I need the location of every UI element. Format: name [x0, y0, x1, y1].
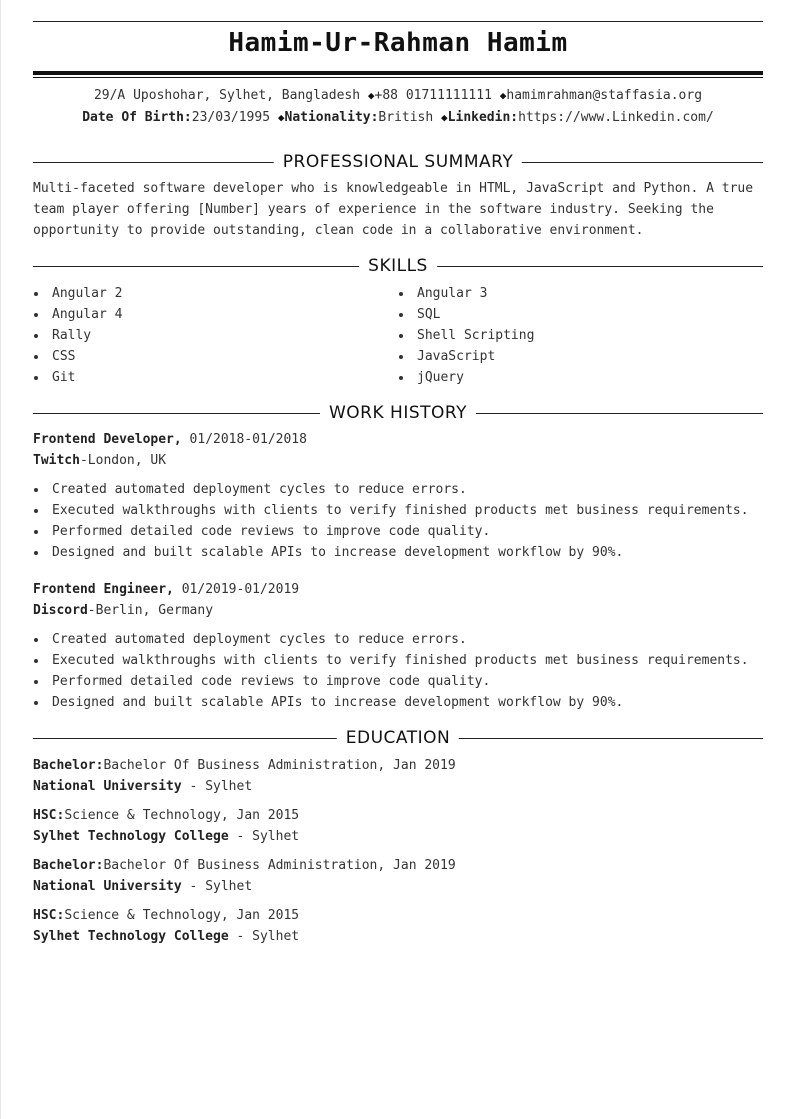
degree-label: Bachelor:	[33, 858, 104, 873]
edu-school-line	[33, 876, 252, 897]
job-title-line	[33, 579, 299, 600]
skill-item: Shell Scripting	[398, 325, 534, 346]
section-title: EDUCATION	[337, 728, 459, 748]
degree-value: Bachelor Of Business Administration, Jan 2019	[103, 858, 456, 873]
edu-school-line	[33, 926, 299, 947]
phone: +88 01711111111	[374, 88, 492, 103]
edu-degree-line	[33, 755, 456, 776]
job-location: -Berlin, Germany	[87, 603, 214, 618]
school-name: Sylhet Technology College	[33, 829, 229, 844]
school-name: National University	[33, 879, 182, 894]
school-location: - Sylhet	[189, 779, 253, 794]
summary-line: opportunity to provide outstanding, clean code in a collaborative environment.	[33, 223, 644, 238]
top-rule	[33, 21, 763, 22]
degree-value: Science & Technology, Jan 2015	[64, 808, 300, 823]
skills-list-left	[33, 283, 122, 388]
job-bullet: Created automated deployment cycles to reduce errors.	[33, 479, 749, 500]
school-name: Sylhet Technology College	[33, 929, 229, 944]
nationality-value: British	[378, 110, 434, 125]
job-company-line	[33, 600, 213, 621]
job-bullet: Performed detailed code reviews to improve code quality.	[33, 521, 749, 542]
summary-line: team player offering [Number] years of experience in the software industry. Seeking the	[33, 202, 714, 217]
job-company: Discord	[33, 603, 88, 618]
degree-value: Science & Technology, Jan 2015	[64, 908, 300, 923]
edu-degree-line	[33, 905, 299, 926]
job-role: Frontend Engineer,	[33, 582, 174, 597]
edu-school-line	[33, 826, 299, 847]
email: hamimrahman@staffasia.org	[506, 88, 703, 103]
skills-heading	[33, 256, 763, 276]
job-dates: 01/2019-01/2019	[181, 582, 300, 597]
degree-label: Bachelor:	[33, 758, 104, 773]
job-bullet: Designed and built scalable APIs to increase development workflow by 90%.	[33, 542, 749, 563]
linkedin-label: Linkedin:	[447, 110, 519, 125]
job-location: -London, UK	[79, 453, 167, 468]
section-title: WORK HISTORY	[320, 403, 476, 423]
summary-heading	[33, 152, 763, 172]
personal-info-line	[33, 110, 763, 125]
job-dates: 01/2018-01/2018	[189, 432, 307, 447]
dob-label: Date Of Birth:	[82, 110, 192, 125]
degree-value: Bachelor Of Business Administration, Jan 2019	[103, 758, 456, 773]
skill-item: Rally	[33, 325, 122, 346]
edu-school-line	[33, 776, 252, 797]
job-role: Frontend Developer,	[33, 432, 182, 447]
nationality-label: Nationality:	[284, 110, 379, 125]
address: 29/A Uposhohar, Sylhet, Bangladesh	[93, 88, 361, 103]
linkedin-link[interactable]: https://www.Linkedin.com/	[518, 110, 714, 125]
summary-line: Multi-faceted software developer who is knowledgeable in HTML, JavaScript and Python. A true	[33, 181, 754, 196]
school-name: National University	[33, 779, 182, 794]
school-location: - Sylhet	[189, 879, 253, 894]
separator-icon: ◆	[441, 111, 448, 124]
section-title: PROFESSIONAL SUMMARY	[274, 152, 522, 172]
job-bullets	[33, 479, 749, 563]
job-bullet: Executed walkthroughs with clients to verify finished products met business requirements.	[33, 650, 749, 671]
candidate-name: Hamim-Ur-Rahman Hamim	[228, 28, 568, 58]
job-bullet: Created automated deployment cycles to reduce errors.	[33, 629, 749, 650]
contact-line	[33, 88, 763, 103]
dob-value: 23/03/1995	[191, 110, 271, 125]
edu-degree-line	[33, 855, 456, 876]
page-edge	[0, 0, 1, 1119]
job-bullet: Designed and built scalable APIs to increase development workflow by 90%.	[33, 692, 749, 713]
skill-item: Angular 4	[33, 304, 122, 325]
separator-icon: ◆	[367, 89, 375, 102]
job-bullet: Executed walkthroughs with clients to verify finished products met business requirements.	[33, 500, 749, 521]
job-company-line	[33, 450, 166, 471]
school-location: - Sylhet	[236, 829, 300, 844]
degree-label: HSC:	[33, 908, 65, 923]
skill-item: jQuery	[398, 367, 534, 388]
education-heading	[33, 728, 763, 748]
degree-label: HSC:	[33, 808, 65, 823]
skill-item: Angular 3	[398, 283, 534, 304]
skill-item: SQL	[398, 304, 534, 325]
separator-icon: ◆	[499, 89, 507, 102]
job-bullet: Performed detailed code reviews to improve code quality.	[33, 671, 749, 692]
separator-icon: ◆	[277, 111, 285, 124]
skills-list-right	[398, 283, 534, 388]
skill-item: CSS	[33, 346, 122, 367]
section-title: SKILLS	[359, 256, 437, 276]
skill-item: Angular 2	[33, 283, 122, 304]
skill-item: JavaScript	[398, 346, 534, 367]
job-title-line	[33, 429, 307, 450]
name-rule-thick	[33, 71, 763, 75]
school-location: - Sylhet	[236, 929, 300, 944]
skill-item: Git	[33, 367, 122, 388]
edu-degree-line	[33, 805, 299, 826]
job-company: Twitch	[33, 453, 80, 468]
work-heading	[33, 403, 763, 423]
job-bullets	[33, 629, 749, 713]
name-rule-thin	[33, 77, 763, 78]
summary-text	[33, 178, 763, 241]
